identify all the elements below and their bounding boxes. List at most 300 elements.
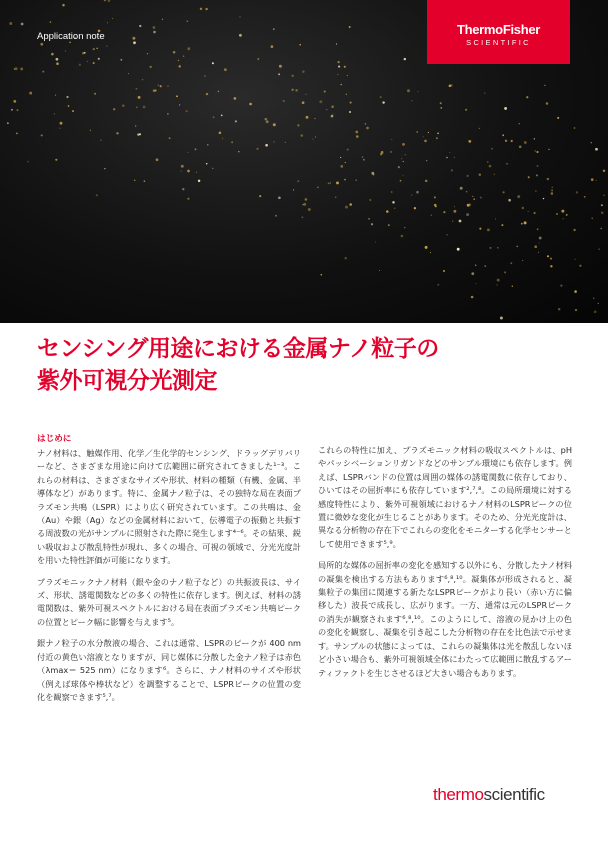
decorative-dot [573, 229, 575, 231]
decorative-dot [319, 100, 322, 103]
decorative-dot [534, 138, 535, 139]
decorative-dot [536, 174, 538, 176]
decorative-dot [440, 107, 442, 109]
decorative-dot [539, 242, 540, 243]
decorative-dot [93, 62, 95, 64]
decorative-dot [380, 153, 382, 155]
decorative-dot [293, 189, 294, 190]
decorative-dot [548, 149, 549, 150]
decorative-dot [430, 252, 431, 253]
decorative-dot [355, 179, 357, 181]
decorative-dot [452, 220, 453, 221]
decorative-dot [401, 235, 404, 238]
decorative-dot [187, 47, 190, 50]
decorative-dot [362, 156, 364, 158]
paragraph: 局所的な媒体の屈折率の変化を感知する以外にも、分散したナノ材料の凝集を検出する方法もあります⁶,⁸,¹⁰。凝集体が形成されると、凝集粒子の集団に関連する新たなLSPRピークがより長い（赤い方に偏移した）波長で成長し、広がります。一方、通常は元のLSPRピークの消失が観察されます⁶,⁸,¹⁰。このようにして、溶液の見かけ上の色の変化を観察し、凝集を引き起こした分析物の存在を比色法で示せます。サンプルの状態によっては、これらの凝集体は光を散乱しないほど小さい場合も、紫外可視領域全体にわたって広範囲に散乱するアーティファクトを生じさせるほど大きい場合もあります。 [318, 560, 572, 678]
decorative-dot [598, 303, 599, 304]
decorative-dot [494, 174, 495, 175]
decorative-dot [473, 198, 475, 200]
decorative-dot [27, 161, 28, 162]
decorative-dot [431, 214, 432, 215]
decorative-dot [484, 265, 486, 267]
decorative-dot [17, 109, 19, 111]
decorative-dot [366, 127, 369, 130]
decorative-dot [222, 138, 223, 139]
decorative-dot [423, 136, 424, 137]
decorative-dot [453, 210, 456, 213]
section-heading-intro: はじめに [37, 434, 72, 444]
decorative-dot [153, 31, 156, 34]
decorative-dot [411, 100, 412, 101]
decorative-dot [303, 203, 306, 206]
decorative-dot [471, 296, 474, 299]
decorative-dot [271, 45, 274, 48]
decorative-dot [338, 66, 340, 68]
decorative-dot [552, 187, 553, 188]
decorative-dot [331, 105, 334, 108]
decorative-dot [382, 101, 384, 103]
decorative-dot [380, 96, 382, 98]
decorative-dot [279, 65, 282, 68]
decorative-dot [524, 221, 527, 224]
decorative-dot [547, 255, 549, 257]
decorative-dot [365, 123, 366, 124]
decorative-dot [349, 203, 352, 206]
decorative-dot [449, 85, 452, 88]
decorative-dot [324, 90, 326, 92]
decorative-dot [187, 198, 189, 200]
decorative-dot [11, 109, 13, 111]
decorative-dot [436, 137, 438, 139]
decorative-dot [104, 0, 106, 1]
decorative-dot [547, 178, 550, 181]
decorative-dot [183, 55, 185, 57]
decorative-dot [561, 210, 564, 213]
decorative-dot [404, 227, 405, 228]
decorative-dot [186, 110, 188, 112]
decorative-dot [510, 262, 512, 264]
decorative-dot [505, 140, 507, 142]
paragraph: 銀ナノ粒子の水分散液の場合、これは通常、LSPRのピークが 400 nm付近の黄色い溶液となりますが、同じ媒体に分散した金ナノ粒子は赤色（λmax＝ 525 nm）になります⁶。さらに、ナノ材料のサイズや形状（例えば球体や棒状など）を調整することで、LSPRピークの位置の変化を観察できます⁵,⁷。 [37, 638, 301, 702]
decorative-dot [79, 64, 81, 66]
decorative-dot [558, 308, 560, 310]
decorative-dot [522, 207, 524, 209]
decorative-dot [239, 34, 242, 37]
decorative-dot [340, 157, 341, 158]
decorative-dot [135, 125, 136, 126]
decorative-dot [90, 130, 91, 131]
decorative-dot [301, 134, 304, 137]
logo-brand-name: ThermoFisher [456, 22, 541, 37]
decorative-dot [336, 43, 337, 44]
decorative-dot [526, 96, 528, 98]
decorative-dot [404, 58, 406, 60]
decorative-dot [134, 180, 135, 181]
decorative-dot [579, 265, 581, 267]
decorative-dot [7, 122, 9, 124]
decorative-dot [207, 144, 208, 145]
decorative-dot [551, 189, 553, 191]
decorative-dot [388, 224, 390, 226]
decorative-dot [181, 171, 182, 172]
decorative-dot [487, 161, 488, 162]
decorative-dot [491, 148, 493, 150]
decorative-dot [434, 196, 436, 198]
decorative-dot [500, 317, 503, 320]
decorative-dot [349, 26, 351, 28]
decorative-dot [68, 105, 70, 107]
decorative-dot [182, 188, 184, 190]
decorative-dot [511, 140, 513, 142]
decorative-dot [480, 197, 482, 199]
decorative-dot [476, 283, 477, 284]
decorative-dot [302, 101, 305, 104]
decorative-dot [138, 96, 141, 99]
decorative-dot [446, 234, 447, 235]
decorative-dot [465, 109, 467, 111]
decorative-dot [167, 85, 169, 87]
decorative-dot [72, 110, 74, 112]
decorative-dot [299, 44, 301, 46]
title-line-1: センシング用途における金属ナノ粒子の [37, 336, 439, 362]
logo-brand-sub: SCIENTIFIC [466, 38, 531, 47]
decorative-dot [517, 195, 520, 198]
decorative-dot [336, 181, 339, 184]
decorative-dot [147, 53, 148, 54]
paragraph: ナノ材料は、触媒作用、化学／生化学的センシング、ドラッグデリバリーなど、さまざまな用途に向けて広範囲に研究されてきました¹⁻³。これらの材料は、さまざまなサイズや形状、材料の種類（有機、金属、半導体など）があります。特に、金属ナノ粒子は、その独特な局在表面プラズモン共鳴（LSPR）により広く研究されています。この共鳴は、金（Au）や銀（Ag）などの金属材料において、伝導電子の振動と共振する周波数の光がサンプルに照射された際に発生します⁴⁻⁶。その結果、鋭い吸収および散乱特性が現れ、多くの場合、可視の領域で、分光光度計を用いた特性評価が可能になります。 [37, 448, 301, 566]
decorative-dot [591, 178, 594, 181]
decorative-dot [167, 113, 168, 114]
decorative-dot [40, 43, 43, 46]
decorative-dot [265, 144, 268, 147]
decorative-dot [345, 257, 347, 259]
decorative-dot [443, 211, 445, 213]
decorative-dot [356, 135, 359, 138]
decorative-dot [434, 204, 437, 207]
decorative-dot [591, 142, 592, 143]
footer-brand-part2: scientific [483, 785, 545, 804]
decorative-dot [249, 103, 252, 106]
decorative-dot [591, 217, 592, 218]
decorative-dot [206, 163, 207, 164]
decorative-dot [136, 88, 138, 90]
decorative-dot [600, 228, 602, 230]
decorative-dot [603, 195, 604, 196]
decorative-dot [143, 106, 146, 109]
decorative-dot [96, 194, 98, 196]
decorative-dot [153, 26, 156, 29]
paragraph: プラズモニックナノ材料（銀や金のナノ粒子など）の共振波長は、サイズ、形状、誘電関数などの多くの特性に依存します。例えば、材料の誘電関数は、紫外可視スペクトルにおける局在表面プラズモン共鳴ピークの位置とピーク幅に影響を与えます⁵。 [37, 576, 301, 627]
decorative-dot [65, 50, 66, 51]
decorative-dot [29, 92, 32, 95]
decorative-dot [312, 139, 313, 140]
decorative-dot [283, 100, 285, 102]
decorative-dot [239, 16, 240, 17]
decorative-dot [14, 68, 15, 69]
decorative-dot [534, 212, 536, 214]
decorative-dot [347, 149, 349, 151]
decorative-dot [536, 151, 538, 153]
decorative-dot [574, 290, 577, 293]
decorative-dot [522, 260, 523, 261]
decorative-dot [200, 8, 202, 10]
decorative-dot [295, 89, 298, 92]
decorative-dot [593, 298, 594, 299]
decorative-dot [96, 48, 97, 49]
decorative-dot [187, 152, 188, 153]
decorative-dot [205, 8, 207, 10]
decorative-dot [173, 51, 176, 54]
decorative-dot [575, 309, 577, 311]
decorative-dot [539, 237, 542, 240]
decorative-dot [344, 66, 346, 68]
decorative-dot [519, 145, 522, 148]
decorative-dot [446, 157, 448, 159]
decorative-dot [534, 150, 535, 151]
decorative-dot [506, 163, 508, 165]
decorative-dot [308, 208, 311, 211]
decorative-dot [104, 168, 105, 169]
decorative-dot [504, 271, 506, 273]
decorative-dot [538, 252, 539, 253]
decorative-dot [278, 196, 281, 199]
decorative-dot [371, 172, 374, 175]
decorative-dot [176, 95, 178, 97]
decorative-dot [9, 22, 12, 25]
decorative-dot [112, 18, 113, 19]
decorative-dot [451, 169, 453, 171]
decorative-dot [503, 191, 505, 193]
decorative-dot [186, 20, 188, 22]
decorative-dot [403, 161, 404, 162]
decorative-dot [66, 96, 68, 98]
decorative-dot [576, 191, 578, 193]
decorative-dot [196, 172, 197, 173]
decorative-dot [50, 21, 52, 23]
decorative-dot [437, 284, 439, 286]
decorative-dot [524, 141, 527, 144]
decorative-dot [340, 165, 343, 168]
decorative-dot [224, 68, 227, 71]
decorative-dot [394, 208, 395, 209]
decorative-dot [169, 137, 171, 139]
decorative-dot [594, 310, 597, 313]
decorative-dot [337, 61, 339, 63]
decorative-dot [178, 60, 179, 61]
decorative-dot [391, 191, 393, 193]
decorative-dot [543, 198, 544, 199]
decorative-dot [93, 48, 95, 50]
decorative-dot [403, 175, 404, 176]
decorative-dot [98, 58, 100, 60]
decorative-dot [108, 0, 111, 2]
decorative-dot [369, 199, 371, 201]
decorative-dot [508, 199, 511, 202]
decorative-dot [544, 85, 545, 86]
decorative-dot [416, 131, 418, 133]
decorative-dot [297, 124, 299, 126]
decorative-dot [55, 159, 57, 161]
decorative-dot [179, 65, 181, 67]
decorative-dot [390, 151, 392, 153]
decorative-dot [502, 134, 504, 136]
decorative-dot [416, 191, 419, 194]
decorative-dot [603, 169, 606, 172]
decorative-dot [113, 108, 115, 110]
decorative-dot [41, 134, 43, 136]
decorative-dot [181, 165, 184, 168]
decorative-dot [557, 117, 559, 119]
decorative-dot [162, 19, 163, 20]
decorative-dot [575, 259, 576, 260]
decorative-dot [407, 89, 410, 92]
decorative-dot [566, 214, 568, 216]
decorative-dot [155, 89, 157, 91]
decorative-dot [428, 132, 429, 133]
decorative-dot [257, 58, 259, 60]
decorative-dot [320, 274, 322, 276]
decorative-dot [475, 264, 477, 266]
decorative-dot [551, 192, 554, 195]
decorative-dot [345, 162, 346, 163]
decorative-dot [331, 115, 334, 118]
decorative-dot [512, 286, 513, 287]
decorative-dot [218, 91, 220, 93]
decorative-dot [292, 75, 294, 77]
decorative-dot [198, 180, 200, 182]
decorative-dot [495, 218, 496, 219]
decorative-dot [54, 113, 55, 114]
decorative-dot [371, 223, 373, 225]
decorative-dot [59, 128, 60, 129]
decorative-dot [142, 79, 144, 81]
decorative-dot [471, 272, 474, 275]
decorative-dot [15, 67, 18, 70]
decorative-dot [335, 197, 336, 198]
decorative-dot [317, 187, 319, 189]
decorative-dot [601, 204, 603, 206]
decorative-dot [273, 123, 276, 126]
decorative-dot [519, 123, 520, 124]
decorative-dot [460, 187, 463, 190]
decorative-dot [128, 73, 129, 74]
decorative-dot [550, 258, 552, 260]
decorative-dot [301, 216, 303, 218]
decorative-dot [457, 248, 460, 251]
decorative-dot [187, 170, 190, 173]
decorative-dot [100, 140, 101, 141]
decorative-dot [256, 148, 258, 150]
decorative-dot [297, 180, 298, 181]
decorative-dot [345, 206, 348, 209]
decorative-dot [344, 179, 346, 181]
decorative-dot [484, 93, 485, 94]
page-title [37, 333, 577, 397]
decorative-dot [314, 118, 316, 120]
decorative-dot [306, 116, 309, 119]
paragraph: これらの特性に加え、プラズモニック材料の吸収スペクトルは、pHやパッシベーションリガンドなどのサンプル環境にも依存します。例えば、LSPRバンドの位置は周囲の媒体の誘電関数に依存しており、ひいてはその屈折率にも依存しています²,⁷,⁸。この局所環境に対する感度特性により、紫外可視領域におけるナノ材料のLSPRピークの位置に微妙な変化が生じることがあります。そのため、分光光度計は、異なる分析物の存在下でこれらの変化をモニターする化学センサーとして使用できます⁵,⁹。 [318, 445, 572, 549]
decorative-dot [601, 212, 603, 214]
decorative-dot [106, 46, 107, 47]
decorative-dot [326, 109, 327, 110]
decorative-dot [116, 132, 118, 134]
decorative-dot [346, 94, 347, 95]
decorative-dot [521, 223, 523, 225]
thermofisher-logo [427, 0, 570, 64]
decorative-dot [332, 114, 333, 115]
decorative-dot [535, 190, 536, 191]
decorative-dot [133, 41, 136, 44]
decorative-dot [379, 270, 380, 271]
decorative-dot [479, 228, 481, 230]
decorative-dot [221, 115, 223, 117]
decorative-dot [556, 213, 558, 215]
decorative-dot [291, 89, 293, 91]
decorative-dot [391, 139, 392, 140]
decorative-dot [496, 284, 497, 285]
decorative-dot [528, 211, 529, 212]
decorative-dot [179, 104, 180, 105]
decorative-dot [501, 224, 503, 226]
decorative-dot [595, 148, 598, 151]
decorative-dot [363, 159, 365, 161]
decorative-dot [278, 73, 280, 75]
decorative-dot [497, 247, 499, 249]
decorative-dot [517, 246, 518, 247]
decorative-dot [375, 241, 376, 242]
decorative-dot [231, 141, 233, 143]
decorative-dot [273, 141, 274, 142]
decorative-dot [596, 180, 597, 181]
decorative-dot [350, 102, 352, 104]
decorative-dot [468, 140, 471, 143]
decorative-dot [479, 173, 481, 175]
decorative-dot [60, 122, 63, 125]
decorative-dot [144, 180, 146, 182]
decorative-dot [536, 165, 538, 167]
decorative-dot [449, 152, 450, 153]
title-line-2: 紫外可視分光測定 [37, 368, 217, 394]
decorative-dot [120, 59, 122, 61]
decorative-dot [139, 25, 141, 27]
decorative-dot [418, 91, 419, 92]
decorative-dot [330, 182, 331, 183]
decorative-dot [122, 104, 125, 107]
decorative-dot [212, 62, 214, 64]
decorative-dot [424, 140, 427, 143]
decorative-dot [156, 158, 159, 161]
decorative-dot [414, 207, 416, 209]
decorative-dot [259, 195, 261, 197]
decorative-dot [150, 66, 152, 68]
decorative-dot [368, 218, 370, 220]
decorative-dot [454, 206, 455, 207]
decorative-dot [497, 279, 500, 282]
decorative-dot [13, 100, 16, 103]
decorative-dot [42, 71, 44, 73]
decorative-dot [355, 131, 358, 134]
decorative-dot [528, 176, 530, 178]
decorative-dot [328, 183, 330, 185]
decorative-dot [55, 94, 56, 95]
decorative-dot [584, 196, 586, 198]
decorative-dot [440, 102, 442, 104]
decorative-dot [234, 97, 237, 100]
decorative-dot [401, 158, 402, 159]
decorative-dot [158, 84, 159, 85]
decorative-dot [204, 75, 205, 76]
decorative-dot [489, 165, 492, 168]
